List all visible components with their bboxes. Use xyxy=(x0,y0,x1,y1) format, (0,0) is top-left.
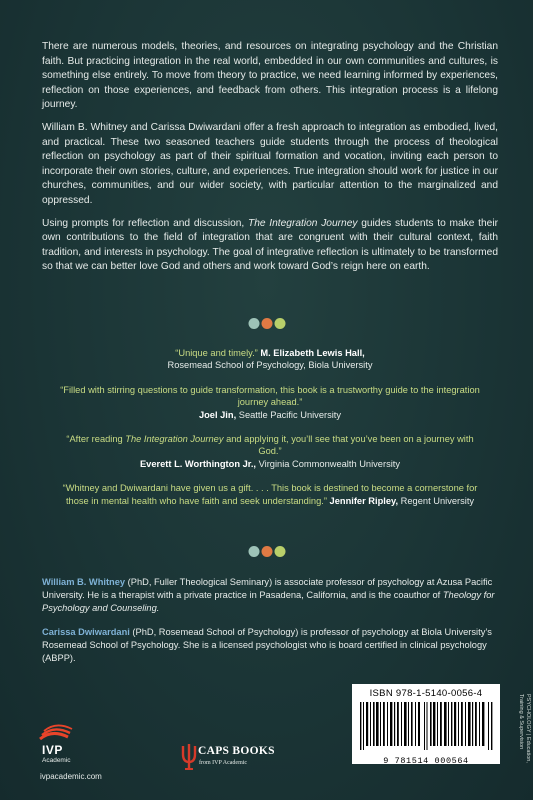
endorsement-text: “Unique and timely.” xyxy=(175,348,258,358)
endorsement-4 xyxy=(60,482,480,507)
isbn-number: ISBN 978-1-5140-0056-4 xyxy=(369,688,483,699)
author-bio-1 xyxy=(42,576,498,616)
dot-icon-orange xyxy=(261,318,272,329)
blurb-paragraph-1: There are numerous models, theories, and resources on integrating psychology and the Christian faith. But practicing integration in the real world, embedded in our own communities and cultures, is something else entirely. To move from theory to practice, we need learning informed by experiences, reflection on those experiences, and feedback from others. This integration process is a lifelong journey. xyxy=(42,41,498,111)
description-blurb xyxy=(42,40,498,283)
isbn-barcode xyxy=(352,684,500,764)
ivp-logo-text: IVP xyxy=(42,743,63,757)
endorsement-text: “Filled with stirring questions to guide transformation, this book is a trustworthy guide to the integration journey ahead.” xyxy=(60,384,480,408)
blurb-paragraph-3 xyxy=(42,217,498,275)
dot-icon-teal xyxy=(248,546,259,557)
publisher-url: ivpacademic.com xyxy=(40,772,102,781)
endorsement-2 xyxy=(60,384,480,421)
endorser-affiliation: Virginia Commonwealth University xyxy=(256,458,401,469)
caps-books-sub: from IVP Academic xyxy=(199,760,248,766)
endorser-affiliation: Seattle Pacific University xyxy=(236,409,342,420)
blurb-p3-end: guides students to make their own contributions to the field of integration that are congruent with their cultural context, faith tradition, and interests in psychology. The goal of integrative reflection is ultimately to be transformed so that we can better love God and others and work toward God’s reign here on earth. xyxy=(42,217,498,273)
barcode-digits: 9 781514 000564 xyxy=(383,756,469,766)
endorser-affiliation: Regent University xyxy=(398,495,475,506)
endorsements xyxy=(60,347,480,519)
endorsement-book-title: The Integration Journey xyxy=(125,434,224,445)
author-name: William B. Whitney xyxy=(42,577,126,587)
endorsement-text-b: and applying it, you’ll see that you’ve been on a journey with God.” xyxy=(223,434,474,457)
endorser-name: Joel Jin, xyxy=(198,409,237,420)
endorsement-1 xyxy=(60,347,480,372)
ornament-dots-top xyxy=(248,318,285,329)
dot-icon-orange xyxy=(261,546,272,557)
dot-icon-teal xyxy=(248,318,259,329)
category-label: PSYCHOLOGY | Education, Training & Supervision xyxy=(518,694,531,763)
author-bio-2 xyxy=(42,626,498,666)
author-book-title: Theology for Psychology and Counseling. xyxy=(42,590,495,614)
blurb-p3-start: Using prompts for reflection and discussion, xyxy=(42,217,248,229)
caps-books-logo-text: CAPS BOOKS xyxy=(198,745,275,757)
endorser-name: M. Elizabeth Lewis Hall, xyxy=(260,348,365,358)
blurb-p3-title: The Integration Journey xyxy=(248,217,358,229)
blurb-paragraph-2: William B. Whitney and Carissa Dwiwardani offer a fresh approach to integration as embodied, lived, and practical. These two seasoned teachers guide students through the process of theological reflection on psychology as part of their spiritual formation and vocation, inviting each person to incorporate their own stories, culture, and experiences. True integration should work for justice in our churches, communities, and our wider society, with particular attention to the marginalized and oppressed. xyxy=(42,121,498,206)
author-name: Carissa Dwiwardani xyxy=(42,626,130,637)
barcode-icon xyxy=(358,702,494,750)
endorsement-3 xyxy=(60,433,480,470)
dot-icon-green xyxy=(274,546,285,557)
endorser-name: Everett L. Worthington Jr., xyxy=(139,458,257,469)
ivp-academic-label: Academic xyxy=(42,757,71,764)
endorsement-text: “Whitney and Dwiwardani have given us a gift. . . . This book is destined to become a cornerstone for those in mental health who have faith and seek understanding.” xyxy=(62,483,478,506)
dot-icon-green xyxy=(274,318,285,329)
author-bios xyxy=(42,576,498,675)
endorsement-text-a: “After reading xyxy=(66,434,126,445)
author-bio-text: (PhD, Rosemead School of Psychology) is professor of psychology at Biola University’s Rosemead School of Psychology. She is a licensed psychologist who is board certified in clinical psychology (ABPP). xyxy=(42,626,492,664)
author-bio-text: (PhD, Fuller Theological Seminary) is associate professor of psychology at Azusa Pacific University. He is a therapist with a private practice in Pasadena, California, and is the coauthor of xyxy=(42,577,493,601)
endorser-affiliation: Rosemead School of Psychology, Biola University xyxy=(167,360,373,371)
ornament-dots-bottom xyxy=(248,546,285,557)
endorser-name: Jennifer Ripley, xyxy=(329,495,399,506)
